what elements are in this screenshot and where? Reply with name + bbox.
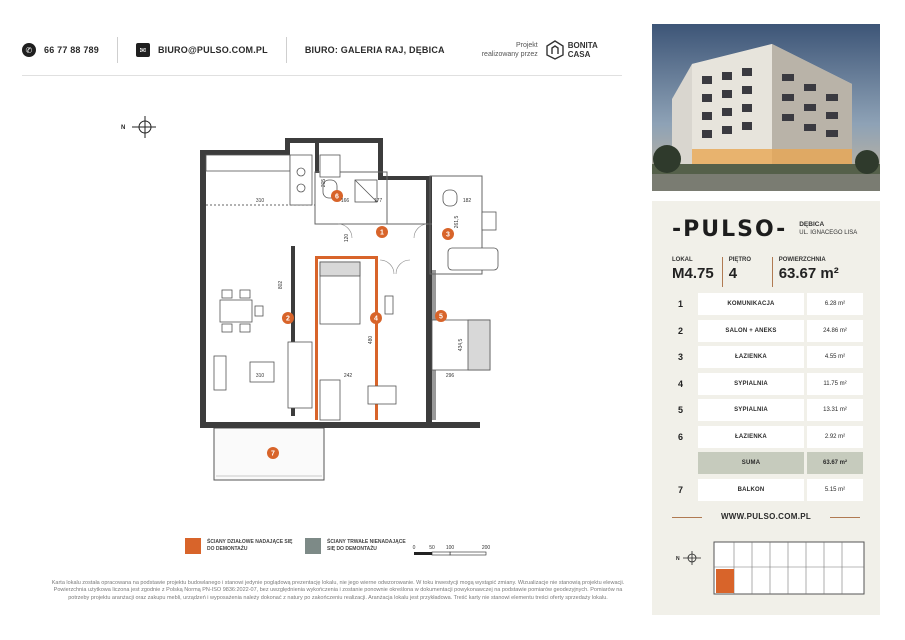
room-number: 6 [678, 431, 684, 442]
legend [185, 538, 415, 554]
dim-label: 310 [255, 373, 265, 379]
stat-pietro [722, 257, 772, 287]
divider [286, 37, 287, 63]
room-table [672, 293, 864, 505]
office-address [305, 45, 445, 55]
kitchen [206, 155, 340, 205]
street-name: UL. IGNACEGO LISA [799, 230, 858, 236]
contact-bar [22, 36, 622, 64]
spacer [463, 37, 464, 63]
room-number: 1 [678, 299, 684, 309]
room-name: ŁAZIENKA [698, 346, 804, 368]
email-address: BIURO@PULSO.COM.PL [157, 45, 268, 55]
stat-label: LOKAL [672, 257, 693, 263]
legend-text-removable: ŚCIANY DZIAŁOWE NADAJĄCE SIĘ DO DEMONTAŻU [207, 539, 293, 552]
dim-label: 182 [462, 198, 472, 204]
room-area: 2.92 m² [807, 426, 863, 448]
room-name: BALKON [698, 479, 804, 501]
sum-label: SUMA [698, 452, 804, 474]
scale-bar [410, 540, 490, 560]
phone-contact[interactable] [22, 43, 99, 57]
compass-icon [676, 551, 701, 565]
pulso-logo: -PULSO- [672, 216, 788, 242]
stat-value: M4.75 [672, 265, 714, 282]
room-marker-7: 7 [271, 450, 275, 458]
highlighted-unit [716, 569, 734, 593]
room-area: 11.75 m² [807, 373, 863, 395]
project-label-line1: Projekt [515, 42, 538, 49]
table-row [672, 293, 864, 315]
office-text: BIURO: GALERIA RAJ, DĘBICA [304, 45, 445, 55]
sum-row [672, 452, 864, 474]
scale-tick: 50 [429, 545, 435, 551]
stat-value: 4 [728, 265, 738, 282]
room-area: 6.28 m² [807, 293, 863, 315]
key-plan [664, 537, 870, 599]
room-marker-1: 1 [380, 229, 384, 237]
website-link[interactable]: WWW.PULSO.COM.PL [720, 512, 812, 521]
phone-number: 66 77 88 789 [44, 45, 99, 55]
room-area: 13.31 m² [807, 399, 863, 421]
stat-value: 63.67 m² [778, 265, 839, 282]
room-marker-5: 5 [439, 313, 443, 321]
room-number: 3 [678, 352, 684, 362]
sum-area: 63.67 m² [807, 452, 863, 474]
apartment-stats [672, 257, 864, 287]
room-area: 5.15 m² [807, 479, 863, 501]
bathroom-small [323, 180, 377, 202]
dim-label: 296 [445, 373, 455, 379]
mail-icon: ✉ [136, 43, 150, 57]
divider [117, 37, 118, 63]
dim-label: 177 [373, 198, 383, 204]
floor-plan [110, 110, 510, 490]
location [799, 221, 857, 237]
apartment-panel [652, 201, 880, 615]
room-name: KOMUNIKACJA [698, 293, 804, 315]
room-number: 2 [678, 325, 684, 336]
legend-swatch-permanent [305, 538, 321, 554]
room-marker-4: 4 [374, 315, 378, 323]
scale-tick: 200 [481, 545, 490, 551]
compass-label: N [121, 125, 126, 131]
room-name: ŁAZIENKA [698, 426, 804, 448]
stat-label: POWIERZCHNIA [778, 257, 826, 263]
stat-powierzchnia [772, 257, 847, 287]
table-row [672, 346, 864, 368]
dim-label: 802 [278, 280, 284, 290]
compass-icon [121, 116, 156, 138]
room-marker-3: 3 [446, 231, 450, 239]
stat-label: PIĘTRO [728, 257, 752, 263]
dim-label: 480 [368, 335, 374, 345]
bedroom-5-furniture [385, 296, 490, 370]
table-row [672, 320, 864, 342]
key-plan-compass-label: N [676, 556, 680, 562]
dim-label: 434,5 [458, 338, 464, 352]
legend-swatch-removable [185, 538, 201, 554]
dining-table [220, 290, 263, 332]
dim-label: 205 [321, 178, 327, 188]
room-number: 4 [678, 378, 684, 389]
project-label [482, 41, 538, 59]
table-row [672, 373, 864, 395]
dim-label: 120 [344, 233, 350, 243]
email-contact[interactable] [136, 43, 268, 57]
brand-row [672, 217, 872, 241]
room-marker-2: 2 [286, 315, 290, 323]
room-number: 7 [678, 484, 684, 495]
dim-label: 166 [340, 198, 350, 204]
table-row [672, 399, 864, 421]
balcony-row [672, 479, 864, 501]
project-label-line2: realizowany przez [481, 51, 538, 58]
room-markers [267, 190, 454, 459]
scale-tick: 0 [412, 545, 416, 551]
room-name: SALON + ANEKS [698, 320, 804, 342]
dim-label: 242 [343, 373, 353, 379]
dim-label: 261,5 [454, 215, 460, 229]
room-name: SYPIALNIA [698, 373, 804, 395]
dim-label: 310 [255, 198, 265, 204]
room-area: 4.55 m² [807, 346, 863, 368]
developer-name-line2: CASA [567, 50, 591, 59]
scale-tick: 100 [445, 545, 455, 551]
room-area: 24.86 m² [807, 320, 863, 342]
city-name: DĘBICA [799, 221, 825, 228]
room-name: SYPIALNIA [698, 399, 804, 421]
table-row [672, 426, 864, 448]
room-number: 5 [678, 405, 684, 415]
building-visualization [652, 24, 880, 191]
header-divider [22, 75, 622, 76]
room-marker-6: 6 [335, 193, 339, 201]
developer-logo [546, 40, 598, 60]
developer-name-line1: BONITA [567, 41, 598, 50]
disclaimer-text: Karta lokalu została opracowana na podstawie projektu budowlanego i stanowi jedynie poglądową prezentację lokalu, nie jego wierne odwzorowanie. W toku inwestycji mogą wystąpić zmiany. Wizualizacje nie stanowią projektu elewacji. Powierzchnia użytkowa liczona jest zgodnie z Polską Normą PN-ISO 9836:2022-07, bez uwzględnienia wykończenia i zostanie ponownie określona w dokumentacji powykonawczej na podstawie pomiarów geodezyjnych. Pomiarów na potrzeby projektu aranżacji oraz zakupu mebli, urządzeń i wyposażenia należy dokonać z natury po zakończeniu realizacji. Aranżacja lokalu jest przykładowa. Treść karty nie stanowi elementu treści oferty sprzedaży lokalu. [51, 580, 625, 601]
developer-logo-icon [546, 40, 564, 60]
bedroom-4-furniture [320, 262, 396, 420]
legend-text-permanent: ŚCIANY TRWAŁE NIENADAJĄCE SIĘ DO DEMONTAŻU [327, 539, 406, 552]
stat-lokal [672, 257, 722, 287]
phone-icon: ✆ [22, 43, 36, 57]
